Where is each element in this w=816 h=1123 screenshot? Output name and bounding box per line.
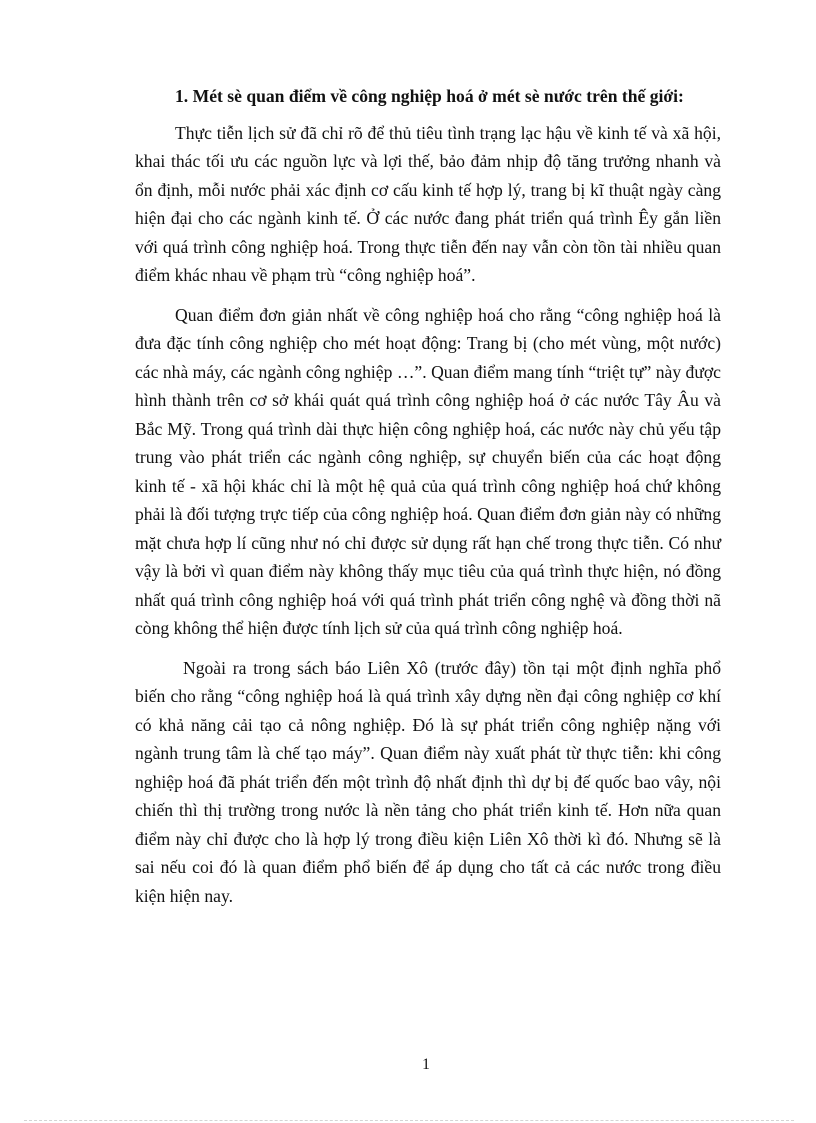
paragraph-3: Ngoài ra trong sách báo Liên Xô (trước đây) tồn tại một định nghĩa phổ biến cho rằng “công nghiệp hoá là quá trình xây dựng nền đại công nghiệp cơ khí có khả năng cải tạo cả nông nghiệp. Đó là sự phát triển công nghiệp nặng với ngành trung tâm là chế tạo máy”. Quan điểm này xuất phát từ thực tiễn: khi công nghiệp hoá đã phát triển đến một trình độ nhất định thì dự bị đế quốc bao vây, nội chiến thì thị trường trong nước là nền tảng cho phát triển kinh tế. Hơn nữa quan điểm này chỉ được cho là hợp lý trong điều kiện Liên Xô thời kì đó. Nhưng sẽ là sai nếu coi đó là quan điểm phổ biến để áp dụng cho tất cả các nước trong điều kiện hiện nay.	[135, 657, 721, 906]
paragraph-1: Thực tiễn lịch sử đã chỉ rõ để thủ tiêu tình trạng lạc hậu về kinh tế và xã hội, khai thác tối ưu các nguồn lực và lợi thế, bảo đảm nhịp độ tăng trưởng nhanh và ổn định, mỗi nước phải xác định cơ cấu kinh tế hợp lý, trang bị kĩ thuật ngày càng hiện đại cho các ngành kinh tế. Ở các nước đang phát triển quá trình Êy gắn liền với quá trình công nghiệp hoá. Trong thực tiễn đến nay vẫn còn tồn tài nhiều quan điểm khác nhau về phạm trù “công nghiệp hoá”.	[135, 122, 721, 285]
document-body	[135, 82, 721, 921]
section-heading: 1. Mét sè quan điểm về công nghiệp hoá ở mét sè nước trên thế giới:	[175, 86, 684, 106]
page-number: 1	[422, 1056, 430, 1073]
page-bottom-divider	[24, 1120, 794, 1121]
paragraph-2: Quan điểm đơn giản nhất về công nghiệp hoá cho rằng “công nghiệp hoá là đưa đặc tính công nghiệp cho mét hoạt động: Trang bị (cho mét vùng, một nước) các nhà máy, các ngành công nghiệp …”. Quan điểm mang tính “triệt tự” này được hình thành trên cơ sở khái quát quá trình công nghiệp hoá ở các nước Tây Âu và Bắc Mỹ. Trong quá trình dài thực hiện công nghiệp hoá, các nước này chủ yếu tập trung vào phát triển các ngành công nghiệp, sự chuyển biến của các hoạt động kinh tế - xã hội khác chỉ là một hệ quả của quá trình công nghiệp hoá chứ không phải là đối tượng trực tiếp của công nghiệp hoá. Quan điểm đơn giản này có những mặt chưa hợp lí cũng như nó chỉ được sử dụng rất hạn chế trong thực tiễn. Có như vậy là bởi vì quan điểm này không thấy mục tiêu của quá trình thực hiện, nó đồng nhất quá trình công nghiệp hoá với quá trình phát triển công nghệ và đồng thời nã còng không thể hiện được tính lịch sử của quá trình công nghiệp hoá.	[135, 304, 721, 638]
